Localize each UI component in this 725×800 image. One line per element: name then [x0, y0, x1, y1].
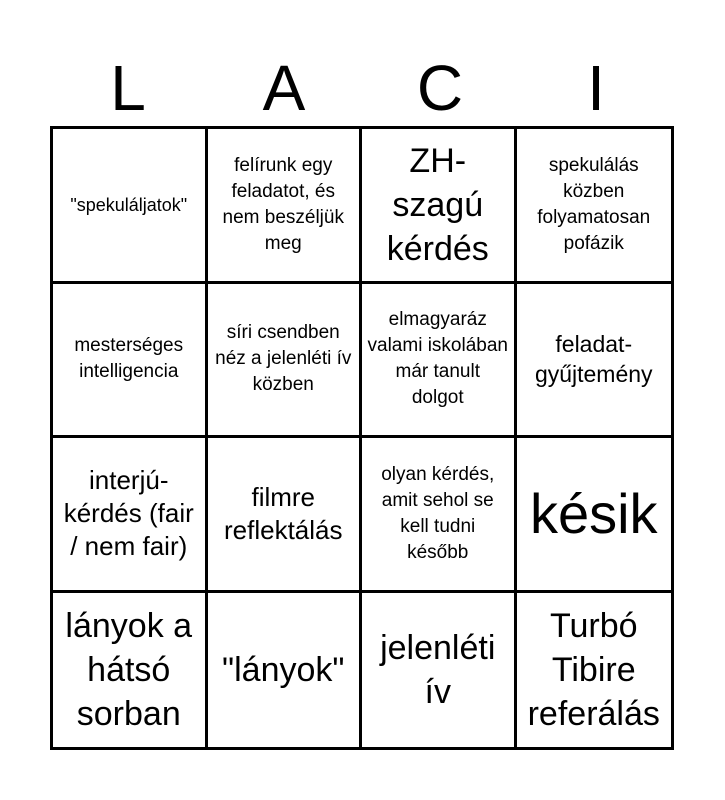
bingo-cell[interactable]: síri csendben néz a jelenléti ív közben	[208, 284, 363, 439]
bingo-header	[50, 52, 674, 124]
bingo-cell[interactable]: interjú-kérdés (fair / nem fair)	[53, 438, 208, 593]
bingo-cell[interactable]: spekulálás közben folyamatosan pofázik	[517, 129, 672, 284]
bingo-cell[interactable]: késik	[517, 438, 672, 593]
bingo-cell[interactable]: "lányok"	[208, 593, 363, 748]
bingo-cell[interactable]: olyan kérdés, amit sehol se kell tudni később	[362, 438, 517, 593]
bingo-cell[interactable]: "spekuláljatok"	[53, 129, 208, 284]
header-letter-i: I	[587, 52, 605, 124]
bingo-cell[interactable]: jelenléti ív	[362, 593, 517, 748]
header-letter-c: C	[416, 52, 464, 124]
bingo-cell[interactable]: Turbó Tibire referálás	[527, 606, 660, 733]
bingo-cell[interactable]: mesterséges intelligencia	[53, 284, 208, 439]
bingo-cell[interactable]: felírunk egy feladatot, és nem beszéljük meg	[208, 129, 363, 284]
bingo-cell[interactable]: lányok a hátsó sorban	[53, 593, 208, 748]
header-letter-l: L	[110, 52, 146, 124]
bingo-grid	[50, 126, 674, 750]
bingo-cell[interactable]: elmagyaráz valami iskolában már tanult dolgot	[362, 284, 517, 439]
bingo-cell[interactable]: filmre reflektálás	[208, 438, 363, 593]
header-letter-a: A	[262, 52, 306, 124]
bingo-cell[interactable]: feladat-gyűjtemény	[517, 284, 672, 439]
bingo-cell[interactable]: ZH-szagú kérdés	[362, 129, 517, 284]
